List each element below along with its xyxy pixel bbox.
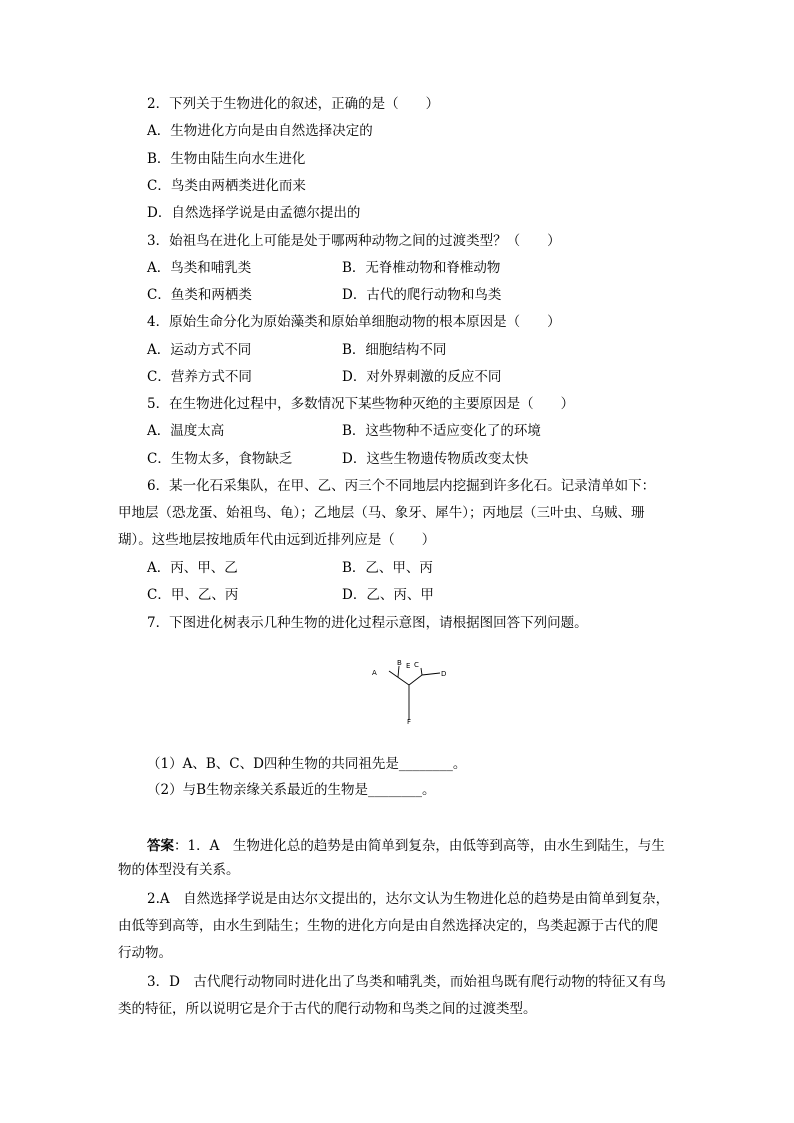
tree-label-f: F [407, 718, 412, 725]
tree-branch-d [422, 673, 440, 675]
answer-3-line-1: 3．D 古代爬行动物同时进化出了鸟类和哺乳类，而始祖鸟既有爬行动物的特征又有鸟 [147, 974, 666, 990]
q7-stem: 7．下图进化树表示几种生物的进化过程示意图，请根据图回答下列问题。 [147, 615, 588, 631]
tree-branch-right [409, 675, 422, 685]
q5-option-d: D．这些生物遗传物质改变太快 [342, 451, 529, 467]
q5-option-b: B．这些物种不适应变化了的环境 [342, 423, 541, 439]
answer-1-line-2: 物的体型没有关系。 [118, 862, 240, 878]
tree-label-d: D [441, 670, 447, 678]
answer-3-line-2: 类的特征，所以说明它是介于古代的爬行动物和鸟类之间的过渡类型。 [118, 1001, 537, 1017]
tree-branch-a [389, 671, 409, 685]
q6-stem-line-2: 甲地层（恐龙蛋、始祖鸟、龟）；乙地层（马、象牙、犀牛）；丙地层（三叶虫、乌贼、珊 [118, 505, 645, 521]
q6-option-d: D．乙、丙、甲 [342, 587, 434, 603]
answer-2-line-3: 行动物。 [118, 945, 172, 961]
q5-stem: 5．在生物进化过程中，多数情况下某些物种灭绝的主要原因是（ ） [147, 396, 575, 412]
tree-label-a: A [372, 669, 377, 677]
q4-option-b: B．细胞结构不同 [342, 342, 447, 358]
answer-1-text: ：1．A 生物进化总的趋势是由简单到复杂，由低等到高等，由水生到陆生，与生 [174, 838, 665, 854]
q2-option-d: D．自然选择学说是由孟德尔提出的 [147, 205, 361, 221]
q5-option-c: C．生物太多，食物缺乏 [147, 451, 293, 467]
tree-label-c: C [414, 661, 419, 669]
answers-label: 答案 [147, 838, 174, 854]
q2-option-a: A．生物进化方向是由自然选择决定的 [147, 123, 373, 139]
q7-sub-question-2: （2）与B生物亲缘关系最近的生物是________。 [147, 782, 436, 798]
tree-label-b: B [397, 659, 402, 667]
q3-option-c: C．鱼类和两栖类 [147, 287, 252, 303]
q2-option-c: C．鸟类由两栖类进化而来 [147, 178, 306, 194]
q7-sub-question-1: （1）A、B、C、D四种生物的共同祖先是________。 [147, 756, 467, 772]
tree-branch-b [398, 666, 399, 677]
q4-stem: 4．原始生命分化为原始藻类和原始单细胞动物的根本原因是（ ） [147, 314, 561, 330]
q6-option-a: A．丙、甲、乙 [147, 560, 238, 576]
q5-option-a: A．温度太高 [147, 423, 225, 439]
q6-stem-line-3: 瑚）。这些地层按地质年代由远到近排列应是（ ） [118, 532, 436, 548]
q3-option-a: A．鸟类和哺乳类 [147, 260, 252, 276]
q3-option-d: D．古代的爬行动物和鸟类 [342, 287, 502, 303]
tree-label-e: E [406, 662, 411, 670]
answer-1-line-1 [147, 836, 665, 856]
q4-option-a: A．运动方式不同 [147, 342, 252, 358]
evolution-tree-diagram [360, 655, 460, 725]
q6-option-b: B．乙、甲、丙 [342, 560, 433, 576]
q2-stem: 2．下列关于生物进化的叙述，正确的是（ ） [147, 96, 440, 112]
q2-option-b: B．生物由陆生向水生进化 [147, 151, 306, 167]
q4-option-c: C．营养方式不同 [147, 369, 252, 385]
answer-2-line-2: 由低等到高等，由水生到陆生；生物的进化方向是由自然选择决定的，鸟类起源于古代的爬 [118, 918, 658, 934]
q4-option-d: D．对外界刺激的反应不同 [342, 369, 502, 385]
q3-option-b: B．无脊椎动物和脊椎动物 [342, 260, 501, 276]
q3-stem: 3．始祖鸟在进化上可能是处于哪两种动物之间的过渡类型？（ ） [147, 233, 561, 249]
q6-stem-line-1: 6．某一化石采集队，在甲、乙、丙三个不同地层内挖掘到许多化石。记录清单如下： [147, 478, 656, 494]
tree-branch-c [421, 668, 422, 675]
q6-option-c: C．甲、乙、丙 [147, 587, 239, 603]
answer-2-line-1: 2.A 自然选择学说是由达尔文提出的，达尔文认为生物进化总的趋势是由简单到复杂， [147, 891, 670, 907]
